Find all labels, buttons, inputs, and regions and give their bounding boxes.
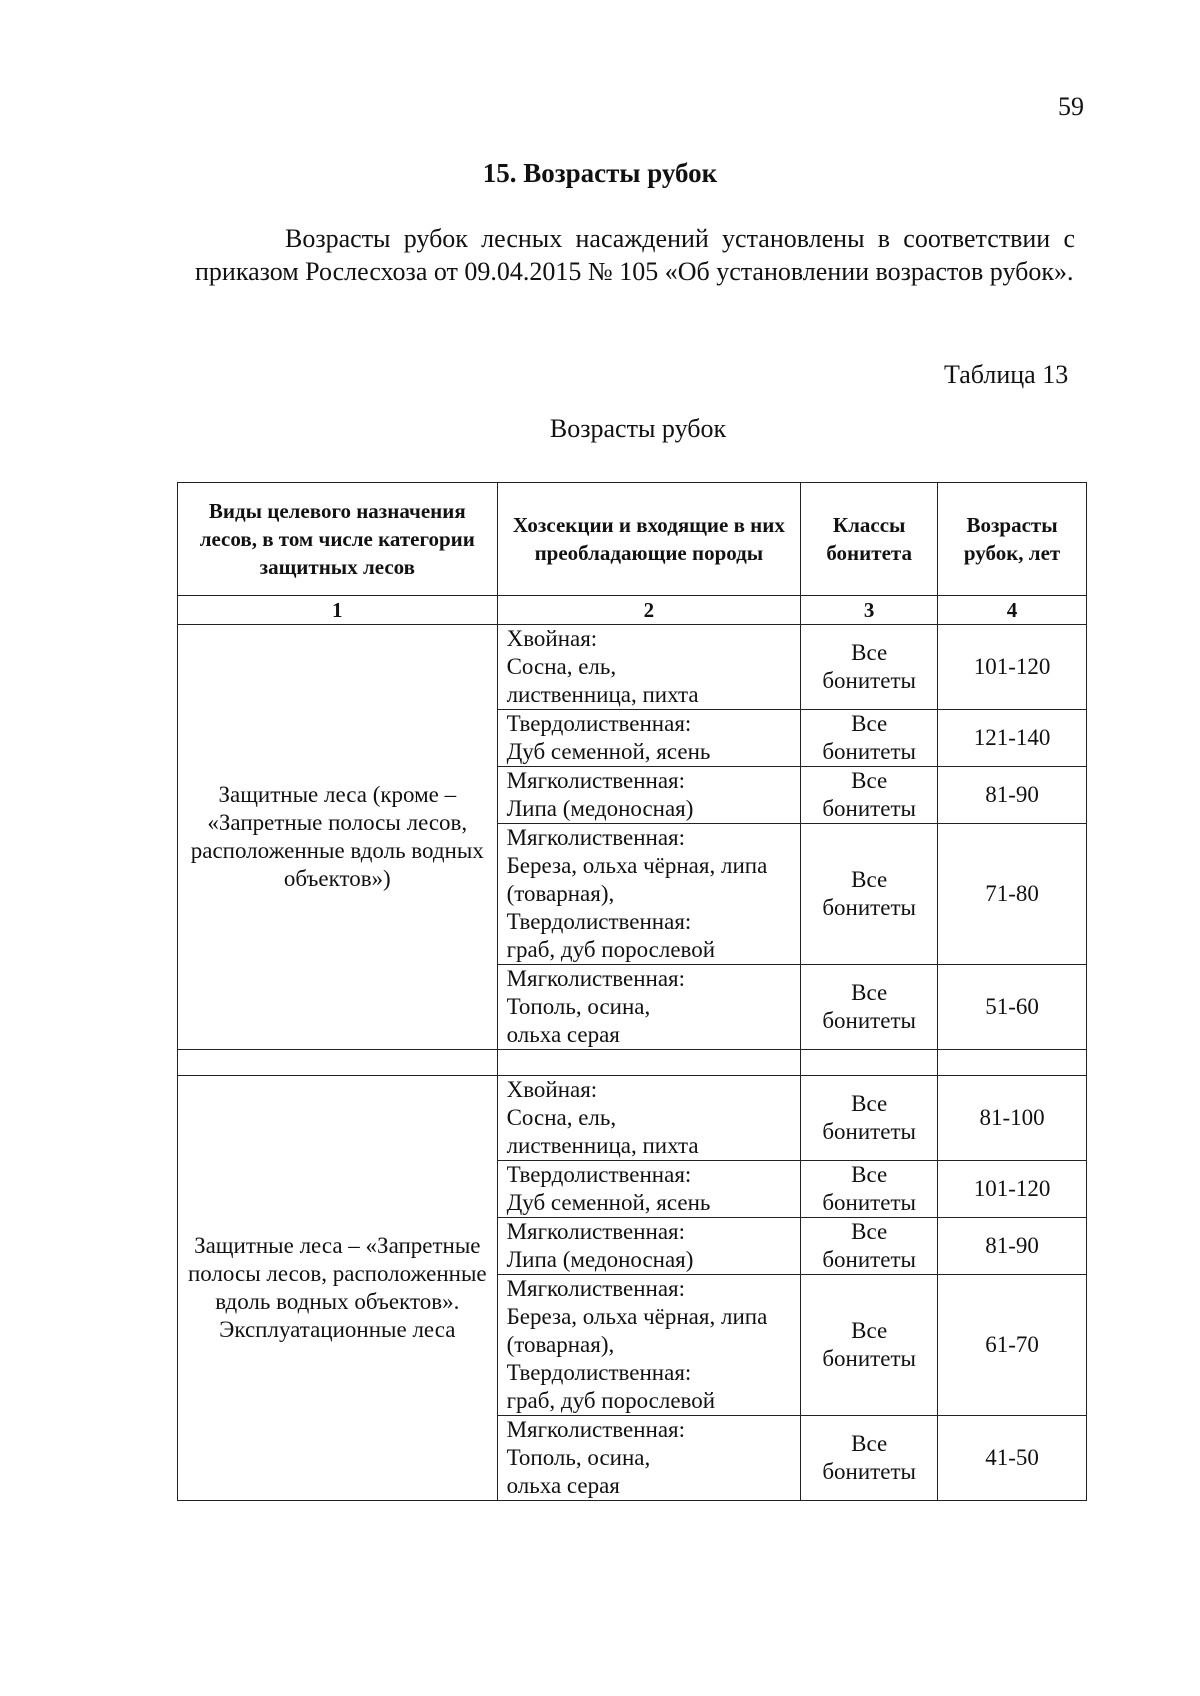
section-line: Сосна, ель, <box>506 1105 617 1130</box>
section-line: Береза, ольха чёрная, липа <box>506 853 768 878</box>
section-line: Береза, ольха чёрная, липа <box>506 1304 768 1329</box>
table-header-row <box>178 483 1087 596</box>
section-line: Хвойная: <box>506 626 598 651</box>
empty-cell <box>497 1050 801 1076</box>
cutting-age-cell: 81-90 <box>938 767 1087 824</box>
section-line: граб, дуб порослевой <box>506 937 716 962</box>
column-number: 1 <box>178 596 498 625</box>
section-cell <box>497 824 801 965</box>
bonitet-cell: Все бонитеты <box>801 824 938 965</box>
bonitet-cell: Все бонитеты <box>801 1161 938 1218</box>
bonitet-cell: Все бонитеты <box>801 1076 938 1161</box>
header-bonitet: Классы бонитета <box>801 483 938 596</box>
forest-category-cell: Защитные леса – «Запретные полосы лесов, расположенные вдоль водных объектов». Эксплуатационные леса <box>178 1076 498 1501</box>
header-forest-purpose: Виды целевого назначения лесов, в том числе категории защитных лесов <box>178 483 498 596</box>
section-line: (товарная), <box>506 881 615 906</box>
section-cell <box>497 1416 801 1501</box>
section-line: Тополь, осина, <box>506 1445 651 1470</box>
bonitet-cell: Все бонитеты <box>801 1275 938 1416</box>
section-line: Мягколиственная: <box>506 768 686 793</box>
table-row <box>178 625 1087 710</box>
section-line: Твердолиственная: <box>506 1360 692 1385</box>
bonitet-cell: Все бонитеты <box>801 1218 938 1275</box>
section-cell <box>497 1161 801 1218</box>
section-line: Мягколиственная: <box>506 1276 686 1301</box>
cutting-age-cell: 41-50 <box>938 1416 1087 1501</box>
section-line: Липа (медоносная) <box>506 796 694 821</box>
cutting-age-cell: 51-60 <box>938 965 1087 1050</box>
section-title: 15. Возрасты рубок <box>482 158 718 188</box>
bonitet-cell: Все бонитеты <box>801 710 938 767</box>
section-cell <box>497 1076 801 1161</box>
cutting-ages-table <box>177 482 1087 1501</box>
section-line: Твердолиственная: <box>506 909 692 934</box>
section-line: Хвойная: <box>506 1077 598 1102</box>
column-numbers-row <box>178 596 1087 625</box>
section-line: Липа (медоносная) <box>506 1247 694 1272</box>
table-body <box>178 483 1087 1501</box>
empty-cell <box>938 1050 1087 1076</box>
bonitet-cell: Все бонитеты <box>801 1416 938 1501</box>
section-line: Тополь, осина, <box>506 994 651 1019</box>
section-line: лиственница, пихта <box>506 682 699 707</box>
section-line: (товарная), <box>506 1332 615 1357</box>
bonitet-cell: Все бонитеты <box>801 625 938 710</box>
column-number: 2 <box>497 596 801 625</box>
cutting-age-cell: 121-140 <box>938 710 1087 767</box>
column-number: 3 <box>801 596 938 625</box>
column-number: 4 <box>938 596 1087 625</box>
section-cell <box>497 625 801 710</box>
cutting-age-cell: 81-100 <box>938 1076 1087 1161</box>
empty-cell <box>178 1050 498 1076</box>
section-line: граб, дуб порослевой <box>506 1388 716 1413</box>
section-line: Мягколиственная: <box>506 825 686 850</box>
empty-cell <box>801 1050 938 1076</box>
section-line: Дуб семенной, ясень <box>506 1190 711 1215</box>
spacer-row <box>178 1050 1087 1076</box>
section-line: Твердолиственная: <box>506 711 692 736</box>
section-cell <box>497 965 801 1050</box>
bonitet-cell: Все бонитеты <box>801 767 938 824</box>
forest-category-cell: Защитные леса (кроме – «Запретные полосы лесов, расположенные вдоль водных объектов») <box>178 625 498 1050</box>
section-line: лиственница, пихта <box>506 1133 699 1158</box>
table-title: Возрасты рубок <box>549 414 727 443</box>
cutting-age-cell: 81-90 <box>938 1218 1087 1275</box>
section-line: Твердолиственная: <box>506 1162 692 1187</box>
intro-paragraph: Возрасты рубок лесных насаждений установлены в соответствии с приказом Рослесхоза от 09.04.2015 № 105 «Об установлении возрастов рубок». <box>195 224 1075 286</box>
header-cutting-age: Возрасты рубок, лет <box>938 483 1087 596</box>
section-line: ольха серая <box>506 1022 620 1047</box>
section-cell <box>497 710 801 767</box>
cutting-age-cell: 71-80 <box>938 824 1087 965</box>
section-cell <box>497 767 801 824</box>
section-line: Мягколиственная: <box>506 1219 686 1244</box>
cutting-age-cell: 101-120 <box>938 1161 1087 1218</box>
section-line: ольха серая <box>506 1473 620 1498</box>
section-cell <box>497 1218 801 1275</box>
section-cell <box>497 1275 801 1416</box>
section-line: Мягколиственная: <box>506 966 686 991</box>
bonitet-cell: Все бонитеты <box>801 965 938 1050</box>
cutting-age-cell: 101-120 <box>938 625 1087 710</box>
cutting-age-cell: 61-70 <box>938 1275 1087 1416</box>
section-line: Мягколиственная: <box>506 1417 686 1442</box>
page-number: 59 <box>1058 92 1084 121</box>
table-label: Таблица 13 <box>944 360 1069 389</box>
table-row <box>178 1076 1087 1161</box>
section-line: Дуб семенной, ясень <box>506 739 711 764</box>
header-sections: Хозсекции и входящие в них преобладающие породы <box>497 483 801 596</box>
section-line: Сосна, ель, <box>506 654 617 679</box>
